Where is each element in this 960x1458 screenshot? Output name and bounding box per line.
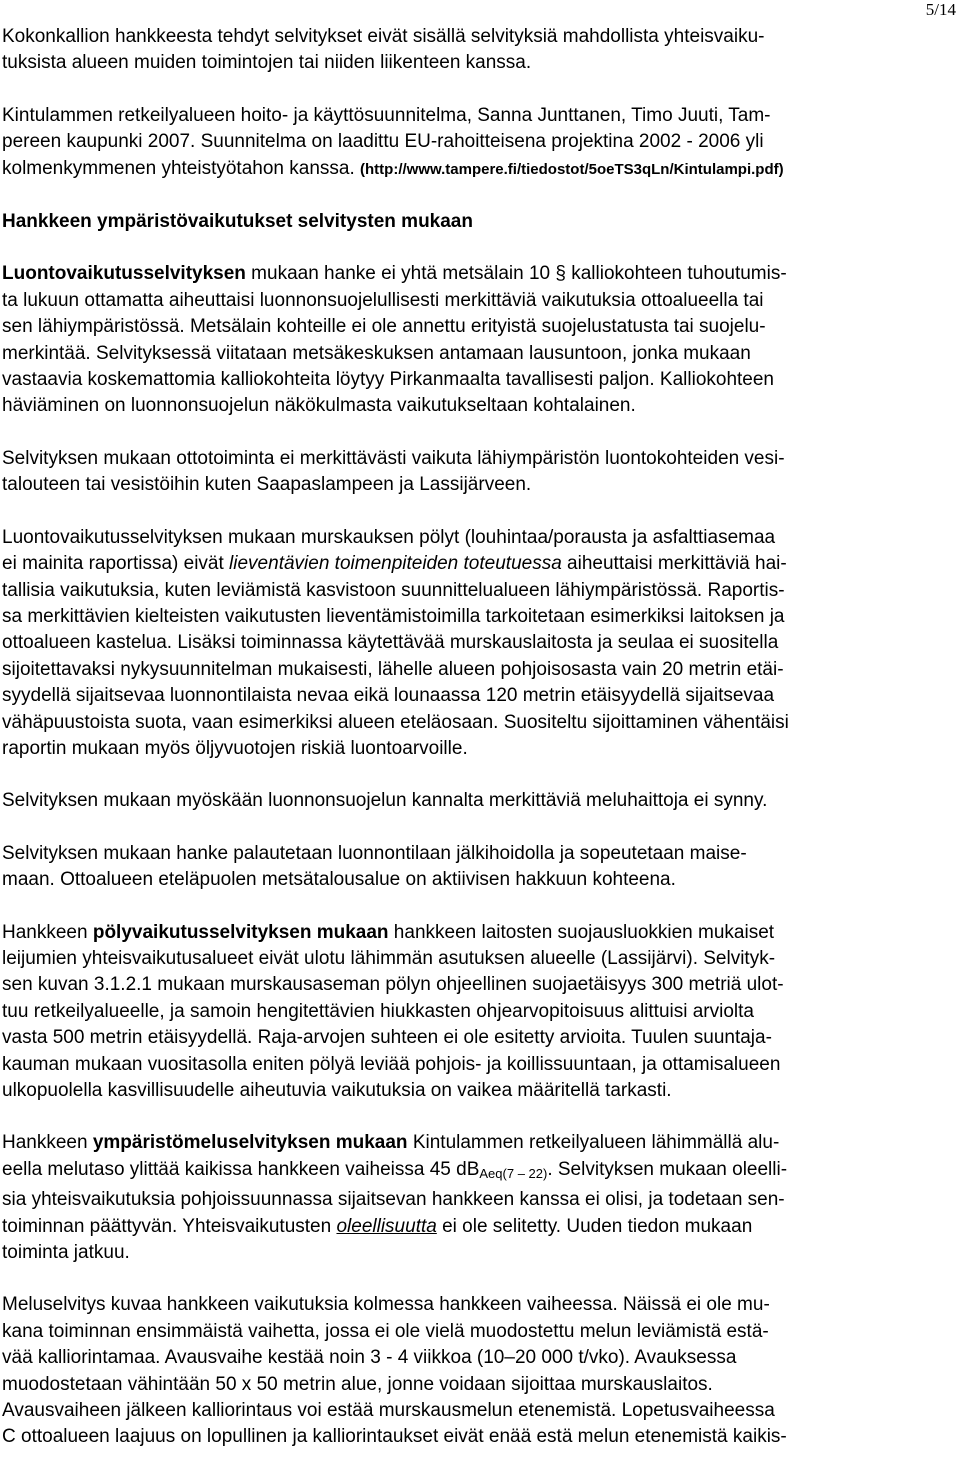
paragraph-noise-phases: Meluselvitys kuvaa hankkeen vaikutuksia kolmessa hankkeen vaiheessa. Näissä ei ole mu- kana toiminnan ensimmäistä vaihetta, jossa ei ole vielä muodostettu melun leviämistä estä- vää kalliorintamaa. Avausvaihe kestää noin 3 - 4 viikkoa (10–20 000 t/vko). Avauksessa muodostetaan vähintään 50 x 50 metrin alue, jonne voidaan sijoittaa murskauslaitos. Avausvaiheen jälkeen kalliorintaus voi estää murskausmelun etenemistä. Lopetusvaiheessa C ottoalueen laajuus on lopullinen ja kalliorintaukset eivät enää estä melun etenemistä kaikis- — [2, 1294, 787, 1448]
paragraph-management-plan: Kintulammen retkeilyalueen hoito- ja käyttösuunnitelma, Sanna Junttanen, Timo Juuti, Tam- pereen kaupunki 2007. Suunnitelma on laadittu EU-rahoitteisena projektina 2002 - 2006 yli kolmenkymmenen yhteistyötahon kanssa. (http://www.tampere.fi/tiedostot/5oeTS3qLn/Kintulampi.pdf) — [2, 104, 784, 179]
section-heading: Hankkeen ympäristövaikutukset selvitysten mukaan — [2, 211, 473, 233]
paragraph-water-impacts: Selvityksen mukaan ottotoiminta ei merkittävästi vaikuta lähiympäristön luontokohteiden vesi- talouteen tai vesistöihin kuten Saapaslampeen ja Lassijärveen. — [2, 447, 785, 496]
paragraph-dust-survey: Hankkeen pölyvaikutusselvityksen mukaan hankkeen laitosten suojausluokkien mukaiset leijumien yhteisvaikutusalueet eivät ulotu lähimmän asutuksen alueelle (Lassijärvi). Selvityk- sen kuvan 3.1.2.1 mukaan murskausaseman pölyn ohjeellinen suojaetäisyys 300 metriä ulot- tuu retkeilyalueelle, ja samoin hengitettävien hiukkasten ohjearvopitoisuus alittuisi arviolta vasta 500 metrin etäisyydellä. Raja-arvojen suhteen ei ole esitetty arvioita. Tuulen suuntaja- kauman mukaan vuositasolla eniten pölyä leviää pohjois- ja koillissuuntaan, ja ottamisalueen ulkopuolella kasvillisuudelle aiheutuvia vaikutuksia on vaikea määritellä tarkasti. — [2, 921, 784, 1101]
paragraph-cumulative-impacts: Kokonkallion hankkeesta tehdyt selvitykset eivät sisällä selvityksiä mahdollista yhteisvaiku- tuksista alueen muiden toimintojen tai niiden liikenteen kanssa. — [2, 26, 765, 74]
paragraph-noise-nature: Selvityksen mukaan myöskään luonnonsuojelun kannalta merkittäviä meluhaittoja ei synny. — [2, 790, 768, 812]
document-body — [2, 24, 952, 1451]
paragraph-noise-survey: Hankkeen ympäristömeluselvityksen mukaan Kintulammen retkeilyalueen lähimmällä alu- eella melutaso ylittää kaikissa hankkeen vaiheissa 45 $dB_{Aeq(7 - 22)}$. Selvityksen mukaan oleelli- sia yhteisvaikutuksia pohjoissuunnassa sijaitsevan hankkeen kanssa ei olisi, ja todetaan sen- toiminnan päättyvän. Yhteisvaikutusten oleellisuutta ei ole selitetty. Uuden tiedon mukaan toiminta jatkuu. — [2, 1132, 788, 1264]
paragraph-nature-survey: Luontovaikutusselvityksen mukaan hanke ei yhtä metsälain 10 § kalliokohteen tuhoutumis- ta lukuun ottamatta aiheuttaisi luonnonsuojelullisesti merkittäviä vaikutuksia ottoalueella tai sen lähiympäristössä. Metsälain kohteille ei ole annettu erityistä suojelustatusta tai suojelu- merkintää. Selvityksessä viitataan metsäkeskuksen antamaan lausuntoon, jonka mukaan vastaavia koskemattomia kalliokohteita löytyy Pirkanmaalta tavallisesti paljon. Kalliokohteen häviäminen on luonnonsuojelun näkökulmasta vaikutukseltaan kohtalainen. — [2, 263, 787, 417]
paragraph-crushing-dust: Luontovaikutusselvityksen mukaan murskauksen pölyt (louhintaa/porausta ja asfalttiasemaa ei mainita raportissa) eivät lieventävien toimenpiteiden toteutuessa aiheuttaisi merkittäviä hai- tallisia vaikutuksia, kuten leviämistä kasvistoon suunnittelualueen lähiympäristössä. Raportis- sa merkittävien kielteisten vaikutusten lieventämistoimilla tarkoitetaan esimerkiksi laitoksen ja ottoalueen kastelua. Lisäksi toiminnassa käytettävää murskauslaitosta ja seulaa ei suositella sijoitettavaksi nykysuunnitelman mukaisesti, lähelle alueen pohjoisosasta vain 20 metrin etäi- syydellä sijaitsevaa luonnontilaista nevaa eikä lounaassa 120 metrin etäisyydellä sijaitsevaa vähäpuustoista suota, vaan esimerkiksi alueen eteläosaan. Suositeltu sijoittaminen vähentäisi raportin mukaan myös öljyvuotojen riskiä luontoarvoille. — [2, 526, 789, 759]
page-number: 5/14 — [925, 0, 956, 19]
plan-pdf-link[interactable]: http://www.tampere.fi/tiedostot/5oeTS3qLn/Kintulampi.pdf — [365, 160, 779, 178]
paragraph-restoration: Selvityksen mukaan hanke palautetaan luonnontilaan jälkihoidolla ja sopeutetaan maise- maan. Ottoalueen eteläpuolen metsätalousalue on aktiivisen hakkuun kohteena. — [2, 842, 747, 891]
